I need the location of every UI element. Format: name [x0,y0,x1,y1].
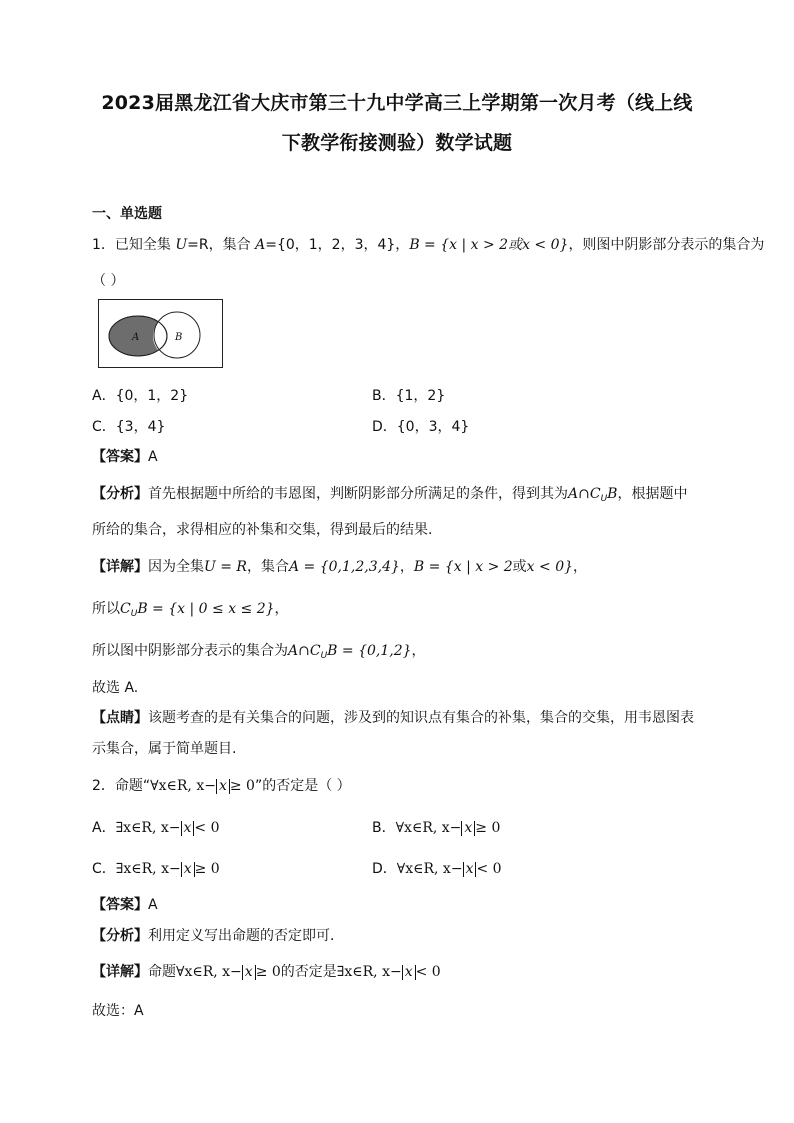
q1-detail-line1: 【详解】因为全集U = R，集合A = {0,1,2,3,4}，B = {x | x > 2或x < 0}， [92,559,588,575]
q1-detail-line4: 故选 A. [92,680,139,696]
q2-detail: 【详解】命题∀x∈R, x− x ≥ 0的否定是∃x∈R, x− x < 0 [92,964,441,980]
q2-stem: 2．命题“∀x∈R, x− x ≥ 0”的否定是（ ） [92,778,351,794]
q1-comment-line2: 示集合，属于简单题目. [92,741,237,757]
q1-option-c: C．{3，4} [92,419,166,435]
document-title-line2: 下教学衔接测验）数学试题 [281,132,513,154]
section-heading: 一、单选题 [92,206,162,222]
q2-option-b: B．∀x∈R, x− x ≥ 0 [372,820,501,836]
q1-option-a: A．{0，1，2} [92,388,189,404]
q1-paren: （ ） [92,273,125,289]
venn-label-a: A [132,332,140,343]
q2-analysis: 【分析】利用定义写出命题的否定即可． [92,928,344,944]
q2-option-a: A．∃x∈R, x− x < 0 [92,820,220,836]
q2-detail-end: 故选：A [92,1003,144,1019]
q1-option-d: D．{0，3，4} [372,419,470,435]
q2-option-d: D．∀x∈R, x− x < 0 [372,861,502,877]
q1-analysis-line1: 【分析】首先根据题中所给的韦恩图，判断阴影部分所满足的条件，得到其为$A\cap C_UB$，根据题中 [92,486,688,504]
q1-comment-line1: 【点睛】该题考查的是有关集合的问题，涉及到的知识点有集合的补集，集合的交集，用韦恩图表 [92,710,694,726]
venn-diagram [98,299,224,369]
document-title-line1: 2023届黑龙江省大庆市第三十九中学高三上学期第一次月考（线上线 [101,92,693,114]
q1-answer: 【答案】A [92,449,158,465]
q1-stem: 1．已知全集 U=R，集合 A={0，1，2，3，4}，B = {x | x > 2或x < 0}，则图中阴影部分表示的集合为 [92,237,765,253]
q1-analysis-line2: 所给的集合，求得相应的补集和交集，得到最后的结果. [92,522,433,538]
q1-option-b: B．{1，2} [372,388,446,404]
q2-answer: 【答案】A [92,897,158,913]
q1-detail-line3: 所以图中阴影部分表示的集合为$A\cap C_UB = \{0,1,2\}$， [92,643,426,661]
q1-detail-line2: 所以$C_UB = \{x$ | 0 ≤ x ≤ 2}， [92,601,289,619]
venn-label-b: B [175,332,183,343]
q2-option-c: C．∃x∈R, x− x ≥ 0 [92,861,220,877]
